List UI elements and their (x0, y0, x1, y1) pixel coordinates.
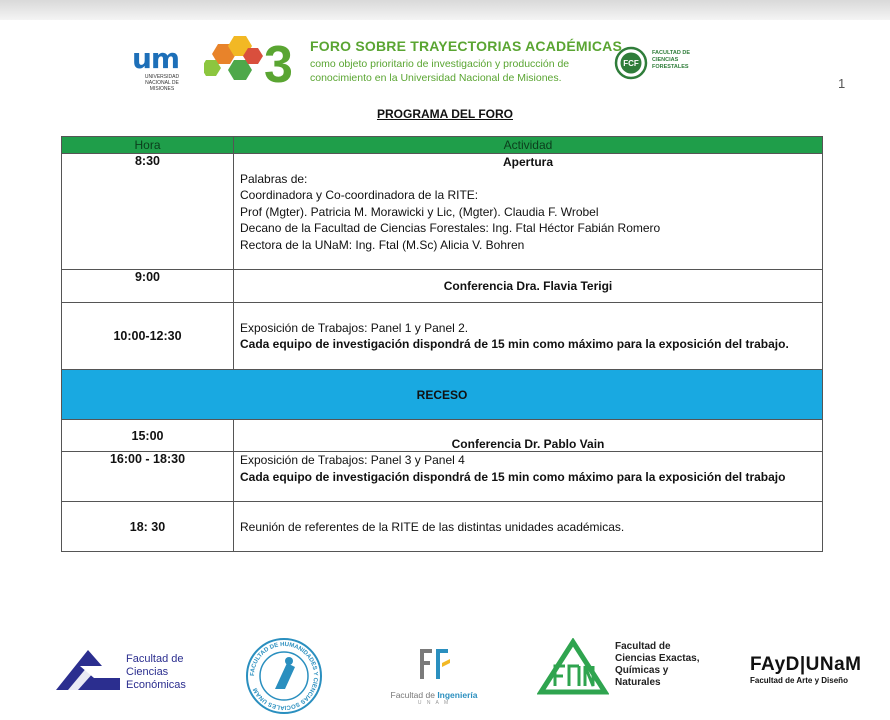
activity-title: Apertura (502, 155, 553, 169)
activity-title: Conferencia Dr. Pablo Vain (234, 420, 823, 452)
table-header-row (62, 137, 823, 154)
fceqyn-text-line: Ciencias Exactas, (615, 653, 700, 664)
fce-text-line: Facultad de (126, 653, 184, 665)
fi-text: Facultad de (390, 690, 435, 700)
activity-line: Rectora de la UNaM: Ing. Ftal (M.Sc) Alicia V. Bohren (240, 237, 525, 252)
fceqyn-text-line: Naturales (615, 677, 661, 688)
fhycs-ring-text: FACULTAD DE HUMANIDADES Y CIENCIAS SOCIALES UNAM (249, 641, 319, 711)
forum-hexagon-logo (204, 32, 308, 93)
fi-logo-text (382, 690, 486, 700)
row-activity (234, 303, 823, 370)
forum-title: FORO SOBRE TRAYECTORIAS ACADÉMICAS (310, 38, 622, 54)
activity-line: Prof (Mgter). Patricia M. Morawicki y Lic, (Mgter). Claudia F. Wrobel (240, 204, 599, 219)
top-shadow-bar (0, 0, 890, 20)
fcf-logo-text: FACULTAD DE CIENCIAS FORESTALES (652, 50, 690, 70)
activity-line: Decano de la Facultad de Ciencias Forestales: Ing. Ftal Héctor Fabián Romero (240, 221, 661, 235)
fceqyn-logo-text (615, 641, 700, 689)
fce-text-line: Económicas (126, 679, 186, 691)
fayd-logo (750, 654, 862, 685)
fi-logo (382, 645, 486, 706)
fceqyn-logo-mark (537, 638, 609, 696)
receso-label: RECESO (62, 370, 823, 420)
activity-line: Reunión de referentes de la RITE de las distintas unidades académicas. (234, 502, 823, 552)
fceqyn-text-line: Químicas y (615, 665, 669, 676)
activity-line: Palabras de: (240, 171, 308, 186)
column-header-actividad: Actividad (234, 137, 823, 154)
fhycs-logo (245, 637, 323, 720)
forum-subtitle-line2: conocimiento en la Universidad Nacional de Misiones. (310, 72, 562, 84)
table-row (62, 303, 823, 370)
fcf-logo (614, 46, 648, 85)
row-activity (234, 154, 823, 270)
unam-logo-subtitle: UNIVERSIDAD NACIONAL DE MISIONES (144, 74, 180, 92)
schedule-table (61, 136, 823, 552)
page-number: 1 (838, 76, 846, 91)
fce-logo-text (126, 653, 186, 692)
row-activity (234, 452, 823, 502)
fce-logo (54, 646, 122, 701)
fce-logo-mark (54, 646, 122, 696)
row-time: 16:00 - 18:30 (62, 452, 234, 502)
fi-logo-mark (414, 645, 454, 685)
row-time: 9:00 (62, 270, 234, 303)
fceqyn-text-line: Facultad de (615, 641, 671, 652)
fce-text-line: Ciencias (126, 666, 169, 678)
forum-subtitle-line1: como objeto prioritario de investigación y producción de (310, 58, 570, 70)
row-time: 18: 30 (62, 502, 234, 552)
unam-logo (132, 42, 192, 92)
fayd-logo-subtitle: Facultad de Arte y Diseño (750, 676, 848, 685)
program-title: PROGRAMA DEL FORO (376, 107, 513, 121)
forum-header (310, 38, 622, 85)
row-time: 15:00 (62, 420, 234, 452)
table-row (62, 452, 823, 502)
activity-title: Conferencia Dra. Flavia Terigi (234, 270, 823, 303)
table-row (62, 270, 823, 303)
fayd-logo-text: FAyD|UNaM (750, 654, 862, 675)
row-time: 8:30 (62, 154, 234, 270)
column-header-hora: Hora (62, 137, 234, 154)
fi-text-sub: U N A M (417, 700, 451, 706)
fi-text-bold: Ingeniería (437, 690, 478, 700)
row-time: 10:00-12:30 (62, 303, 234, 370)
table-row (62, 420, 823, 452)
fceqyn-logo (537, 638, 609, 701)
activity-line: Cada equipo de investigación dispondrá de 15 min como máximo para la exposición del trabajo (240, 469, 786, 484)
activity-line: Coordinadora y Co-coordinadora de la RITE: (240, 188, 479, 202)
activity-line: Exposición de Trabajos: Panel 1 y Panel 2. (240, 320, 469, 335)
table-row (62, 154, 823, 270)
forum-number: 3 (264, 36, 293, 88)
receso-row (62, 370, 823, 420)
activity-line: Exposición de Trabajos: Panel 3 y Panel 4 (240, 453, 465, 467)
fcf-mark: FCF (623, 59, 639, 68)
unam-logo-mark: um (132, 42, 180, 75)
activity-line: Cada equipo de investigación dispondrá de 15 min como máximo para la exposición del trabajo. (240, 337, 789, 351)
table-row (62, 502, 823, 552)
